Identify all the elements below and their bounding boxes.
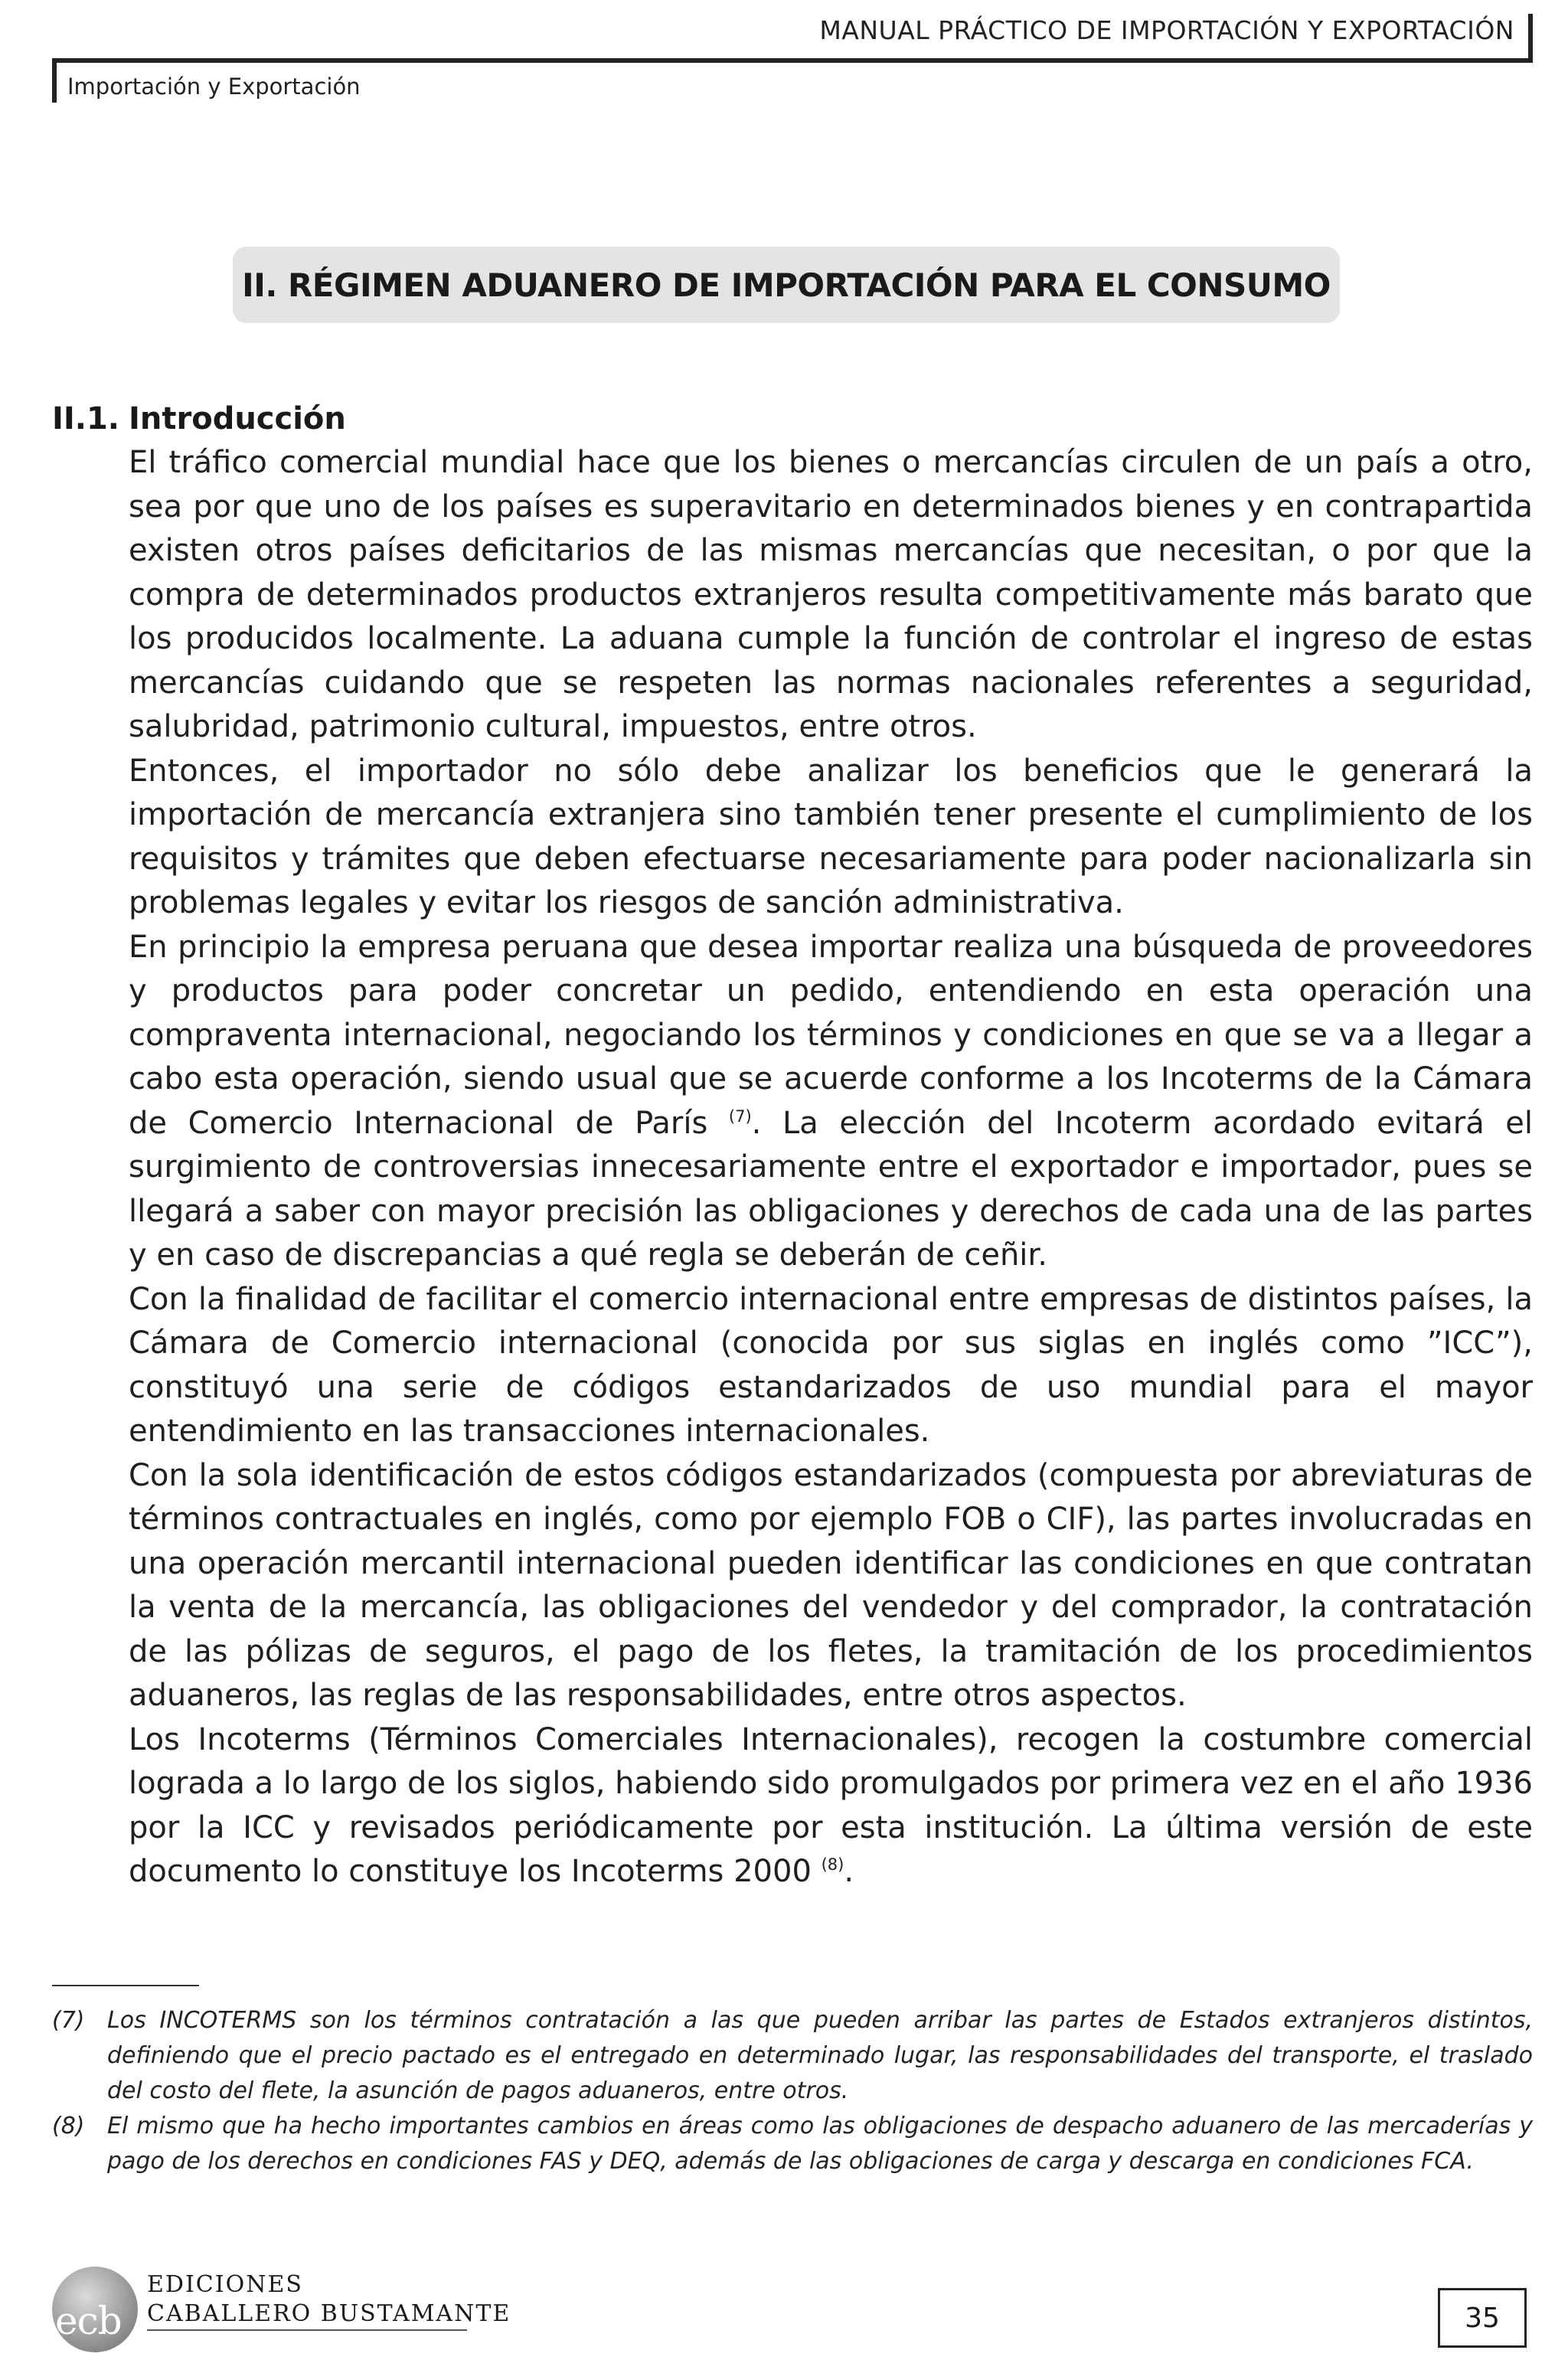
paragraph: Entonces, el importador no sólo debe analizar los beneficios que le generará la importación de mercancía extranjera sino también tener presente el cumplimiento de los requisitos y trámites que deben efectuarse necesariamente para poder nacionalizarla sin problemas legales y evitar los riesgos de sanción administrativa. [129, 753, 1533, 920]
running-header-section: Importación y Exportación [67, 74, 361, 100]
footnote [52, 2109, 1533, 2179]
section-title: Introducción [129, 401, 346, 436]
paragraph: Con la finalidad de facilitar el comercio internacional entre empresas de distintos países, la Cámara de Comercio internacional (conocida por sus siglas en inglés como ”ICC”), constituyó una serie de códigos estandarizados de uso mundial para el mayor entendimiento en las transacciones internacionales. [129, 1281, 1533, 1449]
footnote [52, 2003, 1533, 2109]
paragraph: El tráfico comercial mundial hace que los bienes o mercancías circulen de un país a otro, sea por que uno de los países es superavitario en determinados bienes y en contrapartida existen otros países deficitarios de las mismas mercancías que necesitan, o por que la compra de determinados productos extranjeros resulta competitivamente más barato que los producidos localmente. La aduana cumple la función de controlar el ingreso de estas mercancías cuidando que se respeten las normas nacionales referentes a seguridad, salubridad, patrimonio cultural, impuestos, entre otros. [129, 445, 1533, 744]
footnote-number: (8) [52, 2113, 85, 2139]
paragraph [129, 926, 1533, 1278]
publisher-rule [147, 2329, 467, 2331]
footnotes [52, 2003, 1533, 2179]
body-text [129, 441, 1533, 1894]
paragraph-text: En principio la empresa peruana que desea importar realiza una búsqueda de proveedores y productos para poder concretar un pedido, entendiendo en esta operación una compraventa internacional, negociando los términos y condiciones en que se va a llegar a cabo esta operación, siendo usual que se acuerde conforme a los Incoterms de la Cámara de Comercio Internacional de París [129, 929, 1533, 1141]
publisher-logo-letters: ecb [55, 2299, 122, 2343]
footnote-number: (7) [52, 2007, 85, 2034]
publisher-name-line1: EDICIONES [147, 2271, 303, 2298]
header-rule-left [52, 58, 57, 103]
page-number: 35 [1465, 2302, 1500, 2334]
footnote-separator [52, 1985, 199, 1986]
paragraph-text: . [844, 1854, 854, 1889]
paragraph: Con la sola identificación de estos códigos estandarizados (compuesta por abreviaturas de términos contractuales en inglés, como por ejemplo FOB o CIF), las partes involucradas en una operación mercantil internacional pueden identificar las condiciones en que contratan la venta de la mercancía, las obligaciones del vendedor y del comprador, la contratación de las pólizas de seguros, el pago de los fletes, la tramitación de los procedimientos aduaneros, las reglas de las responsabilidades, entre otros aspectos. [129, 1457, 1533, 1713]
chapter-title-box [233, 247, 1340, 323]
footnote-text: El mismo que ha hecho importantes cambios en áreas como las obligaciones de despacho aduanero de las mercaderías y pago de los derechos en condiciones FAS y DEQ, además de las obligaciones de carga y descarga en condiciones FCA. [107, 2113, 1533, 2175]
paragraph [129, 1718, 1533, 1894]
header-rule [52, 58, 1533, 63]
section-number: II.1. [52, 401, 119, 436]
paragraph-text: . La elección del Incoterm acordado evitará el surgimiento de controversias innecesariamente entre el exportador e importador, pues se llegará a saber con mayor precisión las obligaciones y derechos de cada una de las partes y en caso de discrepancias a qué regla se deberán de ceñir. [129, 1105, 1534, 1273]
footnote-ref[interactable]: (7) [728, 1106, 752, 1126]
running-header-title: MANUAL PRÁCTICO DE IMPORTACIÓN Y EXPORTACIÓN [819, 15, 1514, 45]
page-number-box [1438, 2288, 1527, 2348]
footnote-ref[interactable]: (8) [821, 1855, 844, 1874]
chapter-title: II. RÉGIMEN ADUANERO DE IMPORTACIÓN PARA EL CONSUMO [242, 266, 1331, 304]
header-rule-right [1528, 14, 1533, 63]
paragraph-text: Los Incoterms (Términos Comerciales Internacionales), recogen la costumbre comercial lograda a lo largo de los siglos, habiendo sido promulgados por primera vez en el año 1936 por la ICC y revisados periódicamente por esta institución. La última versión de este documento lo constituye los Incoterms 2000 [129, 1721, 1533, 1889]
footnote-text: Los INCOTERMS son los términos contratación a las que pueden arribar las partes de Estados extranjeros distintos, definiendo que el precio pactado es el entregado en determinado lugar, las responsabilidades del transporte, el traslado del costo del flete, la asunción de pagos aduaneros, entre otros. [107, 2007, 1533, 2104]
publisher-name-line2: CABALLERO BUSTAMANTE [147, 2300, 511, 2327]
